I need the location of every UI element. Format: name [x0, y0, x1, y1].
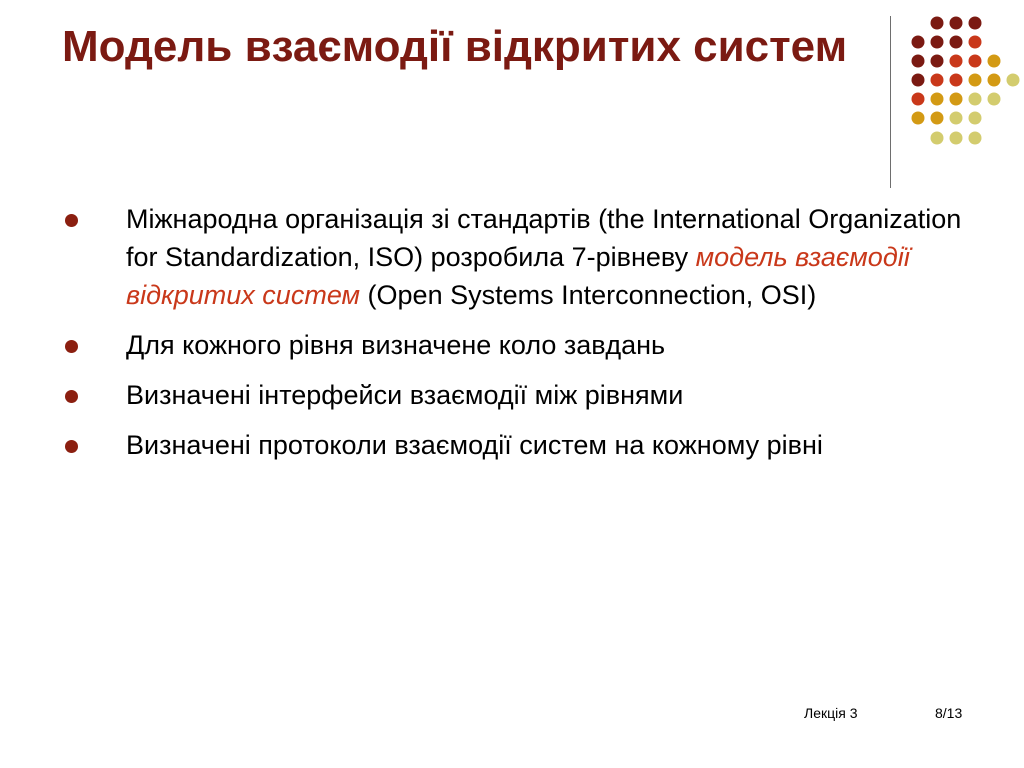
decor-dot-red — [912, 93, 925, 106]
footer-lecture-label: Лекція 3 — [804, 705, 858, 721]
decor-dot-dark — [912, 55, 925, 68]
decor-dot-dark — [950, 17, 963, 30]
bullet-item-tasks — [64, 326, 984, 364]
decor-dot-orange — [931, 112, 944, 125]
decor-dot-orange — [969, 74, 982, 87]
decor-dot-dark — [969, 17, 982, 30]
decor-dot-orange — [988, 55, 1001, 68]
decor-dot-dark — [912, 74, 925, 87]
bullet-text-before: Міжнародна організація зі стандартів (the International Organization for Standardization, ISO) розробила 7-рівневу — [126, 204, 962, 272]
decor-dot-orange — [988, 74, 1001, 87]
decor-dot-light — [969, 132, 982, 145]
decor-dot-dark — [931, 17, 944, 30]
bullet-text-after: (Open Systems Interconnection, OSI) — [360, 280, 817, 310]
decor-dot-dark — [950, 36, 963, 49]
decor-dot-dark — [912, 36, 925, 49]
bullet-text: Для кожного рівня визначене коло завдань — [126, 330, 666, 360]
bullet-text: Визначені інтерфейси взаємодії між рівнями — [126, 380, 684, 410]
decor-dot-red — [969, 36, 982, 49]
bullet-marker — [65, 390, 78, 403]
decor-dot-red — [950, 74, 963, 87]
decor-dot-light — [950, 112, 963, 125]
decorative-dot-grid — [0, 0, 1024, 200]
decor-dot-orange — [931, 93, 944, 106]
decor-dot-red — [969, 55, 982, 68]
bullet-text: Визначені протоколи взаємодії систем на кожному рівні — [126, 430, 823, 460]
bullet-marker — [65, 214, 78, 227]
decor-dot-light — [1007, 74, 1020, 87]
bullet-item-interfaces — [64, 376, 984, 414]
decor-dot-red — [931, 74, 944, 87]
decor-dot-light — [988, 93, 1001, 106]
bullet-list — [64, 200, 984, 476]
decor-dot-light — [950, 132, 963, 145]
decor-dot-light — [969, 112, 982, 125]
decor-dot-dark — [931, 36, 944, 49]
bullet-item-protocols — [64, 426, 984, 464]
bullet-marker — [65, 440, 78, 453]
bullet-marker — [65, 340, 78, 353]
decor-dot-dark — [931, 55, 944, 68]
footer-page-number: 8/13 — [935, 705, 963, 721]
decor-dot-orange — [912, 112, 925, 125]
decor-dot-light — [969, 93, 982, 106]
bullet-item-iso-osi — [64, 200, 984, 314]
bullet-emphasis-osi-model: модель взаємодії відкритих систем — [126, 242, 910, 310]
decor-dot-red — [950, 55, 963, 68]
slide-title: Модель взаємодії відкритих систем — [62, 22, 848, 71]
decor-dot-orange — [950, 93, 963, 106]
decor-dot-light — [931, 132, 944, 145]
